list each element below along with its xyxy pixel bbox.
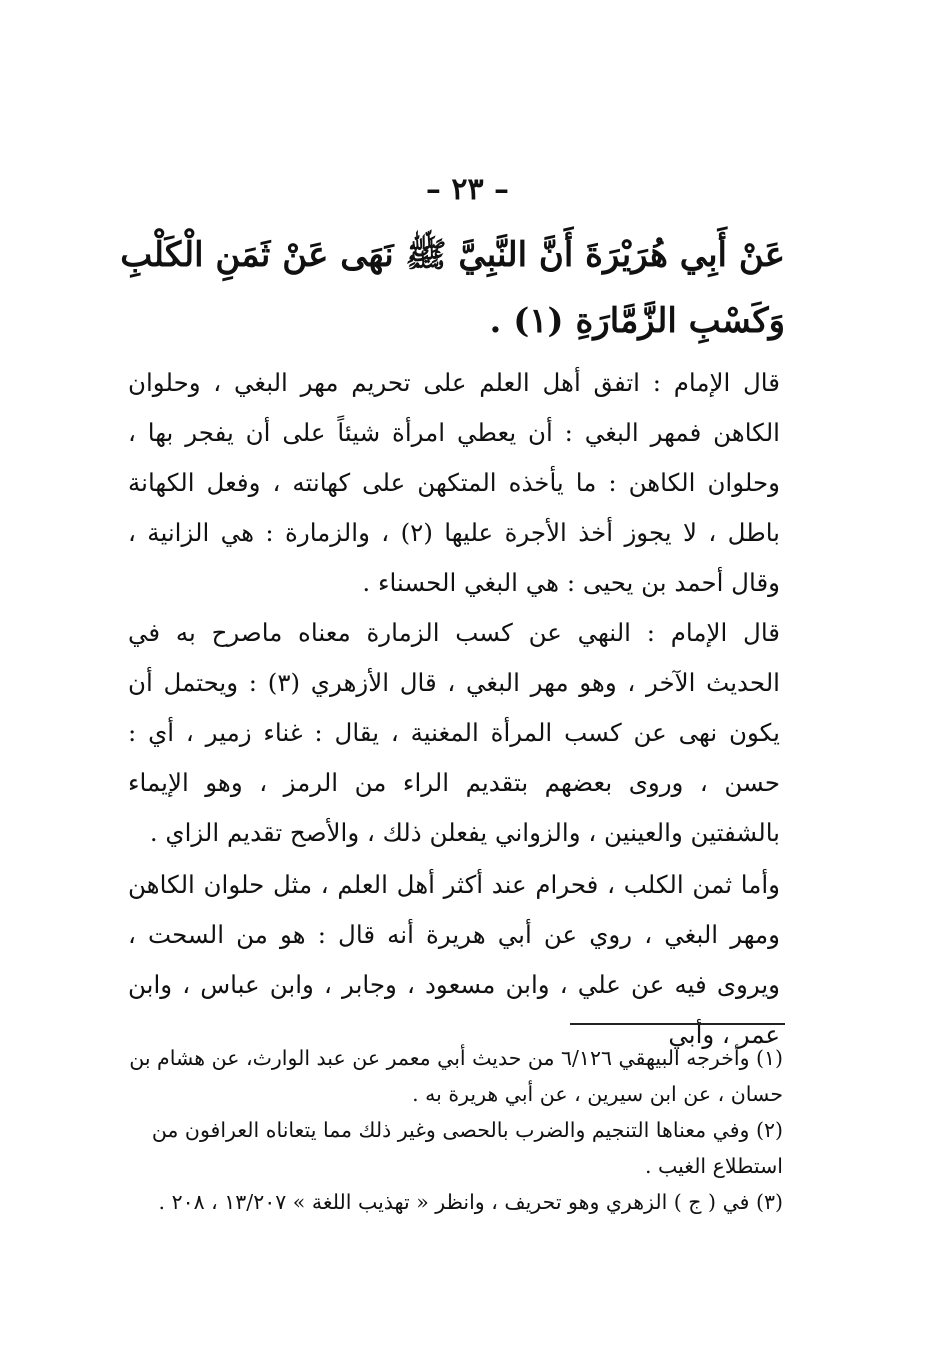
paragraph-3: وأما ثمن الكلب ، فحرام عند أكثر أهل العلم ، مثل حلوان الكاهن ومهر البغي ، روي عن أبي هريرة أنه قال : هو من السحت ، ويروى فيه عن علي ، وابن مسعود ، وجابر ، وابن عباس ، وابن عمر ، وأبي xyxy=(128,870,780,1049)
paragraph-1: قال الإمام : اتفق أهل العلم على تحريم مهر البغي ، وحلوان الكاهن فمهر البغي : أن يعطي امرأة شيئاً على أن يفجر بها ، وحلوان الكاهن : ما يأخذه المتكهن على كهانته ، وفعل الكهانة باطل ، لا يجوز أخذ الأجرة عليها (٢) ، والزمارة : هي الزانية ، وقال أحمد بن يحيى : هي البغي الحسناء . xyxy=(128,368,780,597)
footnote-1: (١) وأخرجه البيهقي ٦/١٢٦ من حديث أبي معمر عن عبد الوارث، عن هشام بن حسان ، عن ابن سيرين ، عن أبي هريرة به . xyxy=(129,1046,783,1106)
paragraph-2: قال الإمام : النهي عن كسب الزمارة معناه ماصرح به في الحديث الآخر ، وهو مهر البغي ، قال الأزهري (٣) : ويحتمل أن يكون نهى عن كسب المرأة المغنية ، يقال : غناء زمير ، أي : حسن ، وروى بعضهم بتقديم الراء من الرمز ، وهو الإيماء بالشفتين والعينين ، والزواني يفعلن ذلك ، والأصح تقديم الزاي . xyxy=(128,618,780,847)
hadith-text: عَنْ أَبِي هُرَيْرَةَ أَنَّ النَّبِيَّ ﷺ نَهَى عَنْ ثَمَنِ الْكَلْبِ وَكَسْبِ الزَّمَّارَةِ (١) . xyxy=(120,235,785,341)
page-number: – ٢٣ – xyxy=(425,172,510,207)
footnote-3: (٣) في ( ج ) الزهري وهو تحريف ، وانظر « تهذيب اللغة » ١٣/٢٠٧ ، ٢٠٨ . xyxy=(158,1190,783,1214)
footnotes xyxy=(118,1040,783,1220)
footnote-divider xyxy=(570,1023,785,1025)
footnote-2: (٢) وفي معناها التنجيم والضرب بالحصى وغير ذلك مما يتعاناه العرافون من استطلاع الغيب . xyxy=(151,1118,783,1178)
